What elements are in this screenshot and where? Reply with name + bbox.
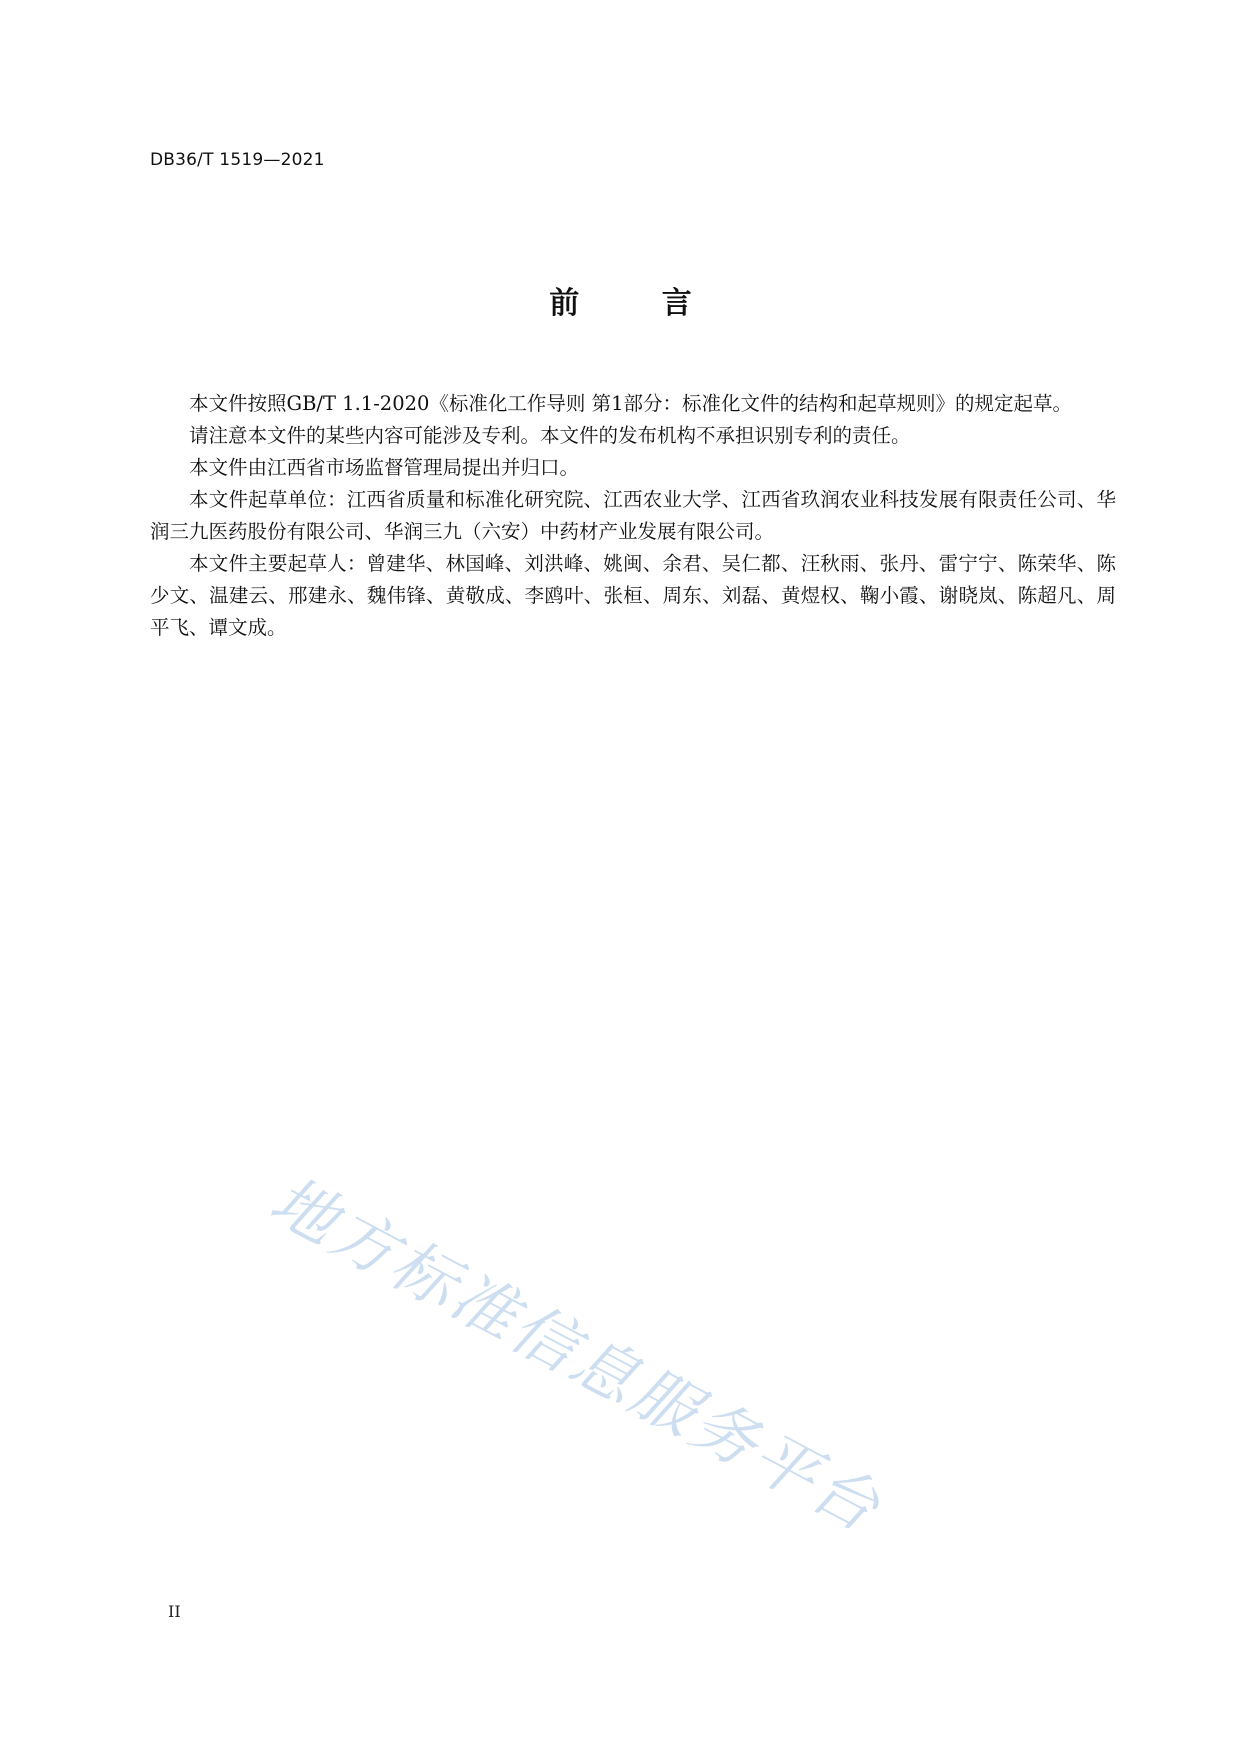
paragraph-drafting-units: 本文件起草单位：江西省质量和标准化研究院、江西农业大学、江西省玖润农业科技发展有限责任公司、华润三九医药股份有限公司、华润三九（六安）中药材产业发展有限公司。 (150, 488, 1116, 543)
foreword-body (150, 388, 1116, 644)
paragraph-patent-notice: 请注意本文件的某些内容可能涉及专利。本文件的发布机构不承担识别专利的责任。 (189, 424, 911, 447)
paragraph-drafters: 本文件主要起草人：曾建华、林国峰、刘洪峰、姚闽、余君、吴仁都、汪秋雨、张丹、雷宁宁、陈荣华、陈少文、温建云、邢建永、魏伟锋、黄敬成、李鸥叶、张桓、周东、刘磊、黄煜权、鞠小霞、谢晓岚、陈超凡、周平飞、谭文成。 (150, 552, 1116, 639)
document-code: DB36/T 1519—2021 (150, 150, 325, 170)
page-title: 前 言 (549, 286, 728, 321)
paragraph-proposer: 本文件由江西省市场监督管理局提出并归口。 (189, 456, 580, 479)
watermark: 地方标准信息服务平台 (258, 1163, 894, 1548)
paragraph-standard-basis: 本文件按照GB/T 1.1-2020《标准化工作导则 第1部分：标准化文件的结构和起草规则》的规定起草。 (189, 392, 1073, 415)
page-number: II (168, 1602, 181, 1621)
